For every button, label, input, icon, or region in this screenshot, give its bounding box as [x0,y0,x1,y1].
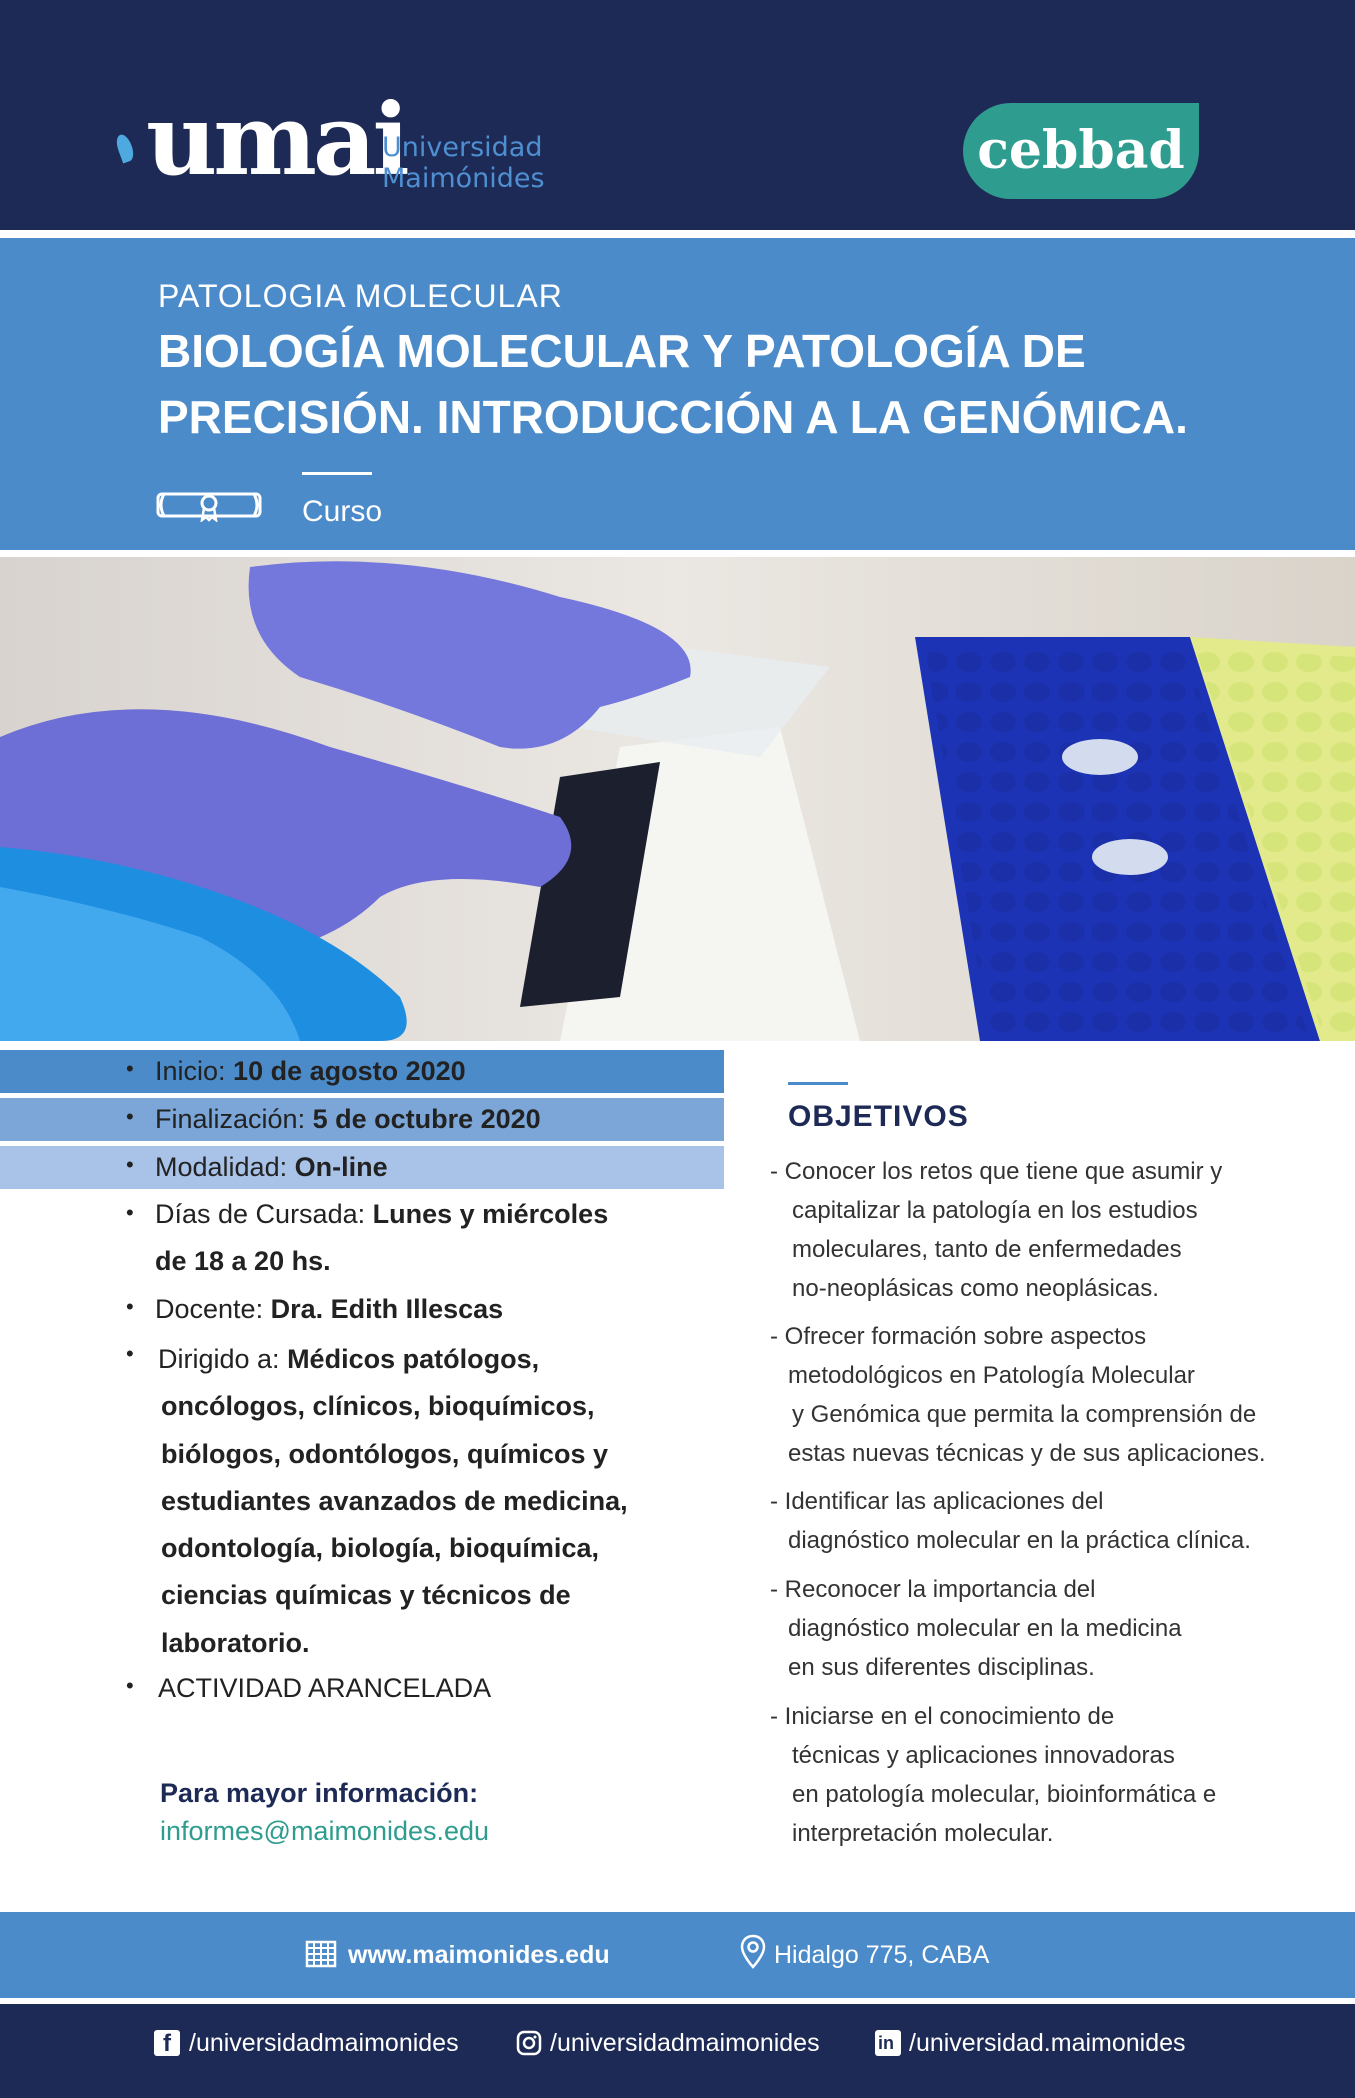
facebook-icon[interactable]: f [154,2030,180,2056]
course-subject: PATOLOGIA MOLECULAR [158,278,563,314]
course-title-line-1: BIOLOGÍA MOLECULAR Y PATOLOGÍA DE [158,325,1086,377]
bullet: • [126,1056,134,1081]
objetivo-line: no-neoplásicas como neoplásicas. [792,1275,1159,1302]
finalizacion-line [155,1103,541,1135]
objetivo-line: metodológicos en Patología Molecular [788,1362,1195,1389]
objetivo-line: - Identificar las aplicaciones del [770,1488,1104,1515]
dias-value: Lunes y miércoles [372,1199,609,1229]
objetivo-line: - Ofrecer formación sobre aspectos [770,1323,1147,1350]
docente-label: Docente: [155,1294,271,1324]
dirigido-block [158,1336,698,1667]
university-name-line-2: Maimónides [382,163,545,194]
dirigido-line-4: estudiantes avanzados de medicina, [161,1485,628,1516]
objetivo-line: diagnóstico molecular en la práctica clínica. [788,1527,1251,1554]
bullet: • [126,1341,134,1366]
modalidad-label: Modalidad: [155,1152,295,1182]
bullet: • [126,1200,134,1225]
course-title [158,318,1278,450]
finalizacion-value: 5 de octubre 2020 [312,1104,541,1134]
objetivo-line: técnicas y aplicaciones innovadoras [792,1742,1175,1769]
dirigido-line-2: oncólogos, clínicos, bioquímicos, [161,1391,595,1422]
lab-photo [0,557,1355,1041]
course-type-divider [302,472,372,475]
location-pin-icon [740,1934,766,1975]
university-name [382,132,545,194]
instagram-link[interactable]: /universidadmaimonides [550,2029,820,2057]
inicio-label: Inicio: [155,1056,234,1086]
dirigido-line-5: odontología, biología, bioquímica, [161,1533,599,1564]
modalidad-line [155,1151,388,1183]
objetivo-line: moleculares, tanto de enfermedades [792,1236,1182,1263]
dirigido-line-6: ciencias químicas y técnicos de [161,1580,571,1611]
building-icon [305,1938,337,1973]
website-link[interactable]: www.maimonides.edu [348,1941,610,1969]
dirigido-line-7: laboratorio. [161,1627,310,1658]
docente-line [155,1293,503,1325]
objetivo-line: interpretación molecular. [792,1820,1054,1847]
arancel-line: ACTIVIDAD ARANCELADA [158,1673,492,1703]
dias-label: Días de Cursada: [155,1199,373,1229]
instagram-icon[interactable] [516,2030,542,2056]
contact-heading: Para mayor información: [160,1778,479,1808]
objetivo-line: en patología molecular, bioinformática e [792,1781,1217,1808]
facebook-link[interactable]: /universidadmaimonides [189,2029,459,2057]
dias-value-2: de 18 a 20 hs. [155,1246,331,1276]
course-type: Curso [302,495,383,528]
objetivo-item [770,1697,1308,1853]
dirigido-label: Dirigido a: [158,1344,288,1374]
objetivo-line: - Conocer los retos que tiene que asumir y [770,1158,1223,1185]
cebbad-logo[interactable] [963,103,1199,199]
header-divider [0,230,1355,238]
bullet: • [126,1104,134,1129]
dias-line-2 [155,1245,331,1277]
certificate-icon [156,488,262,527]
objetivos-divider [788,1082,848,1085]
dirigido-value-1: Médicos patólogos, [287,1344,540,1374]
objetivo-item [770,1570,1308,1687]
objetivo-line: estas nuevas técnicas y de sus aplicaciones. [788,1440,1266,1467]
objetivo-line: capitalizar la patología en los estudios [792,1197,1198,1224]
linkedin-icon[interactable]: in [875,2030,901,2056]
umai-logo[interactable]: umai [146,83,406,198]
objetivo-line: - Iniciarse en el conocimiento de [770,1703,1115,1730]
dias-line [155,1198,608,1230]
bullet: • [126,1294,134,1319]
dirigido-line-1 [158,1336,698,1383]
bullet: • [126,1152,134,1177]
docente-value: Dra. Edith Illescas [270,1294,504,1324]
dirigido-line-3: biólogos, odontólogos, químicos y [161,1438,608,1469]
linkedin-link[interactable]: /universidad.maimonides [909,2029,1186,2057]
inicio-value: 10 de agosto 2020 [233,1056,466,1086]
objetivo-item [770,1152,1308,1308]
inicio-line [155,1055,466,1087]
objetivo-line: en sus diferentes disciplinas. [788,1654,1095,1681]
cebbad-logo-text: cebbad [977,120,1185,181]
objetivo-item [770,1482,1308,1560]
bullet: • [126,1673,134,1698]
contact-email-link[interactable]: informes@maimonides.edu [160,1816,490,1846]
modalidad-value: On-line [294,1152,388,1182]
objetivos-heading: OBJETIVOS [788,1100,969,1133]
objetivo-line: y Genómica que permita la comprensión de [792,1401,1257,1428]
university-name-line-1: Universidad [382,132,543,163]
objetivo-item [770,1317,1308,1473]
course-title-line-2: PRECISIÓN. INTRODUCCIÓN A LA GENÓMICA. [158,391,1188,443]
finalizacion-label: Finalización: [155,1104,313,1134]
address-text: Hidalgo 775, CABA [774,1941,990,1969]
objetivo-line: diagnóstico molecular en la medicina [788,1615,1182,1642]
footer-contact-bar [0,1912,1355,1998]
objetivo-line: - Reconocer la importancia del [770,1576,1096,1603]
